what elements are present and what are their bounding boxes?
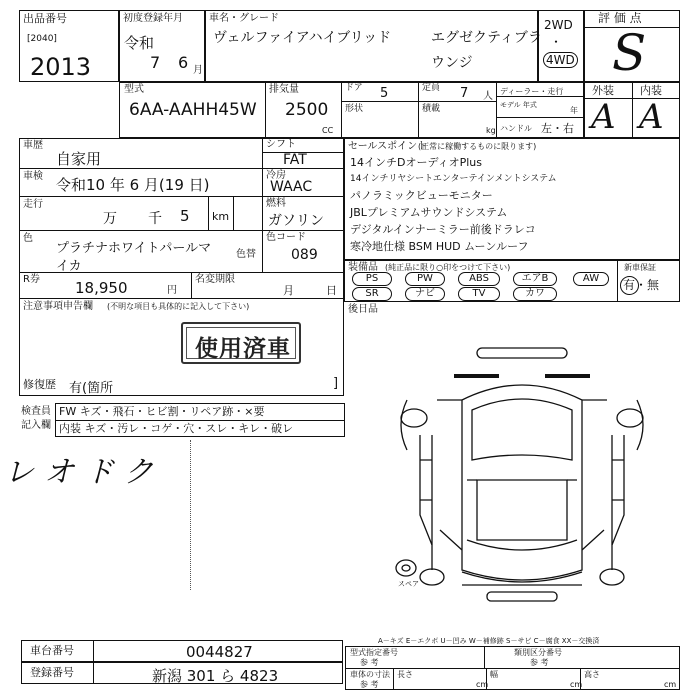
color-value-line2: イカ — [56, 259, 82, 274]
inspection-value: 令和10 年 6 月(19 日) — [56, 176, 210, 194]
width-cm: cm — [570, 680, 583, 689]
repair-value: 有(箇所 — [69, 381, 114, 396]
sales-point-6: 寒冷地仕様 BSM HUD ムーンルーフ — [350, 240, 529, 253]
shift-value: FAT — [283, 152, 307, 168]
fuel-value: ガソリン — [268, 213, 324, 229]
name-change-day: 日 — [326, 284, 337, 297]
mileage-value: 5 — [180, 207, 190, 225]
car-name: ヴェルファイアハイブリッド — [213, 30, 392, 46]
sales-point-1: 14インチDオーディオPlus — [350, 156, 482, 169]
displacement-unit: CC — [322, 126, 334, 135]
inspector-row1: FW キズ・飛石・ヒビ割・リペア跡・×要 — [59, 405, 265, 418]
lot-number: 2013 — [30, 53, 92, 81]
model-value: 6AA-AAHH45W — [129, 100, 257, 120]
repair-label: 修復歴 — [23, 378, 56, 391]
drive-dot: ・ — [550, 35, 563, 49]
color-code-value: 089 — [291, 247, 318, 263]
reg-month: 6 — [178, 53, 189, 72]
color-code-label: 色コード — [266, 232, 306, 243]
load-label: 積載 — [422, 104, 441, 114]
new-car-circle — [620, 276, 639, 295]
mileage-unit: km — [212, 210, 230, 223]
height-cm: cm — [664, 680, 677, 689]
interior-label: 内装 — [640, 84, 662, 97]
car-name-label: 車名・グレード — [209, 13, 279, 24]
first-reg-label: 初度登録年月 — [123, 13, 183, 24]
equip-tv: TV — [458, 287, 500, 301]
shape-label: 形状 — [345, 104, 364, 114]
plate-label: 登録番号 — [30, 666, 74, 679]
era: 令和 — [124, 34, 155, 52]
height-label: 高さ — [584, 670, 600, 679]
model-year-label: モデル 年式 — [500, 101, 537, 109]
sales-point-3: パノラミックビューモニター — [350, 189, 493, 202]
class-ref: 参 考 — [530, 658, 549, 667]
capacity-label: 定員 — [422, 83, 441, 93]
handle-label: ハンドル — [500, 124, 532, 133]
color-change-label: 色替 — [236, 249, 256, 260]
history-label: 車歴 — [23, 140, 43, 151]
color-value-line1: プラチナホワイトパールマ — [56, 241, 212, 256]
equip-pw: PW — [405, 272, 445, 286]
sales-point-2: 14インチリヤシートエンターテインメントシステム — [350, 174, 557, 184]
year-unit: 年 — [570, 106, 578, 115]
fuel-label: 燃料 — [266, 198, 286, 209]
inspector-label2: 記入欄 — [21, 420, 51, 431]
capacity-value: 7 — [460, 86, 469, 101]
month-unit: 月 — [193, 65, 203, 76]
interior-value: A — [639, 97, 664, 137]
name-change-label: 名変期限 — [195, 274, 235, 285]
recycle-label: R券 — [23, 274, 40, 285]
equip-navi: ナビ — [405, 287, 445, 301]
mileage-sen: 千 — [148, 211, 162, 227]
width-label: 幅 — [490, 670, 498, 679]
mileage-man: 万 — [103, 211, 117, 227]
inspector-row2: 内装 キズ・汚レ・コゲ・穴・スレ・キレ・破レ — [59, 422, 294, 435]
equip-ps: PS — [352, 272, 392, 286]
lot-label: 出品番号 — [23, 12, 67, 25]
drive-2wd: 2WD — [544, 18, 573, 32]
spare-label: スペア — [398, 580, 419, 588]
equip-airbag: エアB — [513, 272, 557, 286]
chassis-value: 0044827 — [186, 643, 253, 661]
recycle-value: 18,950 — [75, 279, 128, 297]
doors-value: 5 — [380, 86, 389, 101]
damage-legend: A－キズ E－エクボ U－凹み W－補修跡 S－サビ C－腐食 XX－交換済 — [378, 637, 600, 645]
inspection-stamp — [181, 322, 301, 364]
equip-sr: SR — [352, 287, 392, 301]
handwritten-note: レオドク — [4, 455, 164, 490]
sales-point-4: JBLプレミアムサウンドシステム — [350, 206, 508, 219]
grade-line2: ウンジ — [431, 55, 473, 71]
exterior-value: A — [591, 97, 616, 137]
grade-box-label: 評 価 点 — [598, 11, 642, 25]
length-label: 長さ — [397, 670, 413, 679]
capacity-unit: 人 — [483, 91, 493, 102]
dealer-label: ディーラー・走行 — [500, 87, 564, 96]
name-change-month: 月 — [283, 284, 294, 297]
handle-value: 左・右 — [541, 122, 574, 135]
sales-point-5: デジタルインナーミラー前後ドラレコ — [350, 223, 536, 236]
ac-label: 冷房 — [266, 170, 286, 181]
displacement-value: 2500 — [285, 100, 329, 120]
car-damage-diagram — [392, 340, 652, 620]
equip-abs: ABS — [458, 272, 500, 286]
type-spec-label: 型式指定番号 — [350, 648, 398, 657]
repair-close: ] — [333, 376, 339, 391]
notes-label: 注意事項申告欄 — [23, 301, 93, 312]
type-spec-ref: 参 考 — [360, 658, 379, 667]
reg-year: 7 — [150, 53, 161, 72]
load-unit: kg — [486, 126, 496, 135]
length-cm: cm — [476, 680, 489, 689]
shift-label: シフト — [266, 139, 296, 150]
plate-value: 新潟 301 ら 4823 — [152, 667, 279, 685]
lot-sub: [2040] — [27, 34, 57, 44]
recycle-unit: 円 — [167, 285, 177, 296]
equipment-label: 装備品 — [348, 262, 378, 273]
sales-points-label: セールスポイント — [348, 141, 428, 152]
drive-4wd: 4WD — [543, 52, 578, 68]
exterior-label: 外装 — [592, 84, 614, 97]
sales-points-sub: (正常に稼働するものに限ります) — [418, 142, 537, 151]
class-label: 類別区分番号 — [514, 648, 562, 657]
grade-value: S — [612, 24, 647, 82]
notes-sub: (不明な項目も具体的に記入して下さい) — [107, 302, 250, 311]
new-car-label: 新車保証 — [624, 263, 656, 272]
size-ref: 参 考 — [360, 680, 379, 689]
stamp-text: 使用済車 — [195, 336, 291, 362]
inspection-label: 車検 — [23, 171, 43, 182]
mileage-label: 走行 — [23, 199, 43, 210]
size-label: 車体の寸法 — [350, 670, 390, 679]
color-label: 色 — [23, 233, 33, 244]
equip-leather: カワ — [513, 287, 557, 301]
doors-label: ドア — [345, 83, 363, 93]
after-label: 後日品 — [348, 304, 378, 315]
chassis-label: 車台番号 — [30, 644, 74, 657]
model-label: 型式 — [124, 84, 144, 95]
equip-aw: AW — [573, 272, 609, 286]
grade-line1: エグゼクティブラ — [431, 30, 542, 46]
history-value: 自家用 — [56, 150, 102, 168]
equipment-sub: (純正品に限り○印をつけて下さい) — [385, 263, 511, 272]
inspector-label1: 検査員 — [21, 406, 51, 417]
new-car-value: 有・無 — [623, 278, 660, 292]
ac-value: WAAC — [270, 179, 313, 195]
displacement-label: 排気量 — [269, 84, 299, 95]
